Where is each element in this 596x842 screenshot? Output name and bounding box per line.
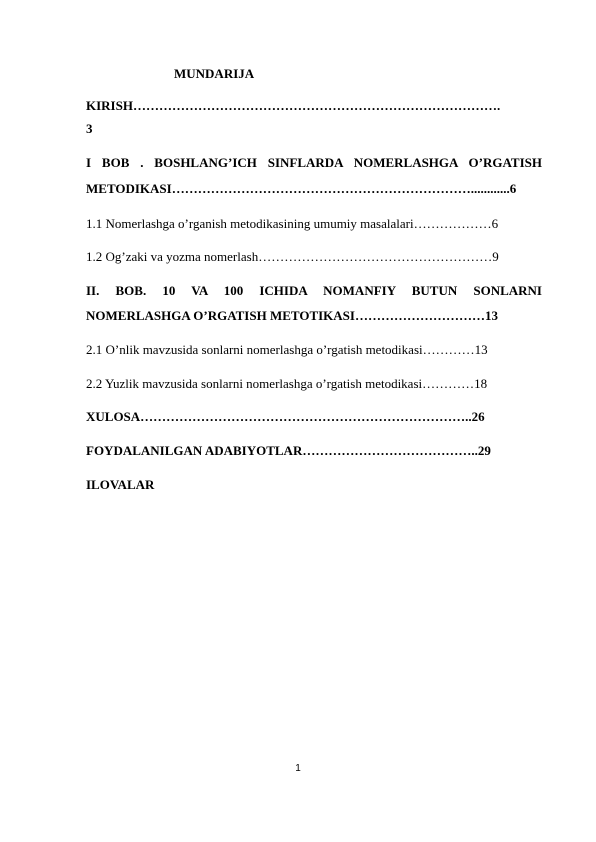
toc-entry-kirish: KIRISH…………………………………………………………………………. — [86, 98, 501, 113]
toc-entry-chapter-2-cont: NOMERLASHGA O’RGATISH METOTIKASI…………………………13 — [86, 308, 498, 323]
toc-entry-adabiyotlar: FOYDALANILGAN ADABIYOTLAR…………………………………..29 — [86, 443, 491, 458]
toc-entry-chapter-1: I BOB . BOSHLANG’ICH SINFLARDA NOMERLASHGA O’RGATISH — [86, 155, 542, 170]
toc-entry-1-1: 1.1 Nomerlashga o’rganish metodikasining umumiy masalalari………………6 — [86, 216, 499, 231]
toc-entry-xulosa: XULOSA…………………………………………………………………..26 — [86, 409, 485, 424]
toc-entry-kirish-page: 3 — [86, 121, 93, 136]
toc-entry-ilovalar: ILOVALAR — [86, 477, 155, 492]
toc-entry-2-2: 2.2 Yuzlik mavzusida sonlarni nomerlashga o’rgatish metodikasi…………18 — [86, 376, 488, 391]
toc-entry-2-1: 2.1 O’nlik mavzusida sonlarni nomerlashga o’rgatish metodikasi…………13 — [86, 342, 488, 357]
toc-entry-chapter-2: II. BOB. 10 VA 100 ICHIDA NOMANFIY BUTUN SONLARNI — [86, 283, 542, 298]
toc-entry-chapter-1-cont: METODIKASI……………………………………………………………............6 — [86, 181, 517, 196]
toc-title: MUNDARIJA — [174, 66, 255, 81]
toc-entry-1-2: 1.2 Og’zaki va yozma nomerlash………………………………………………9 — [86, 249, 499, 264]
page-number: 1 — [295, 763, 301, 774]
